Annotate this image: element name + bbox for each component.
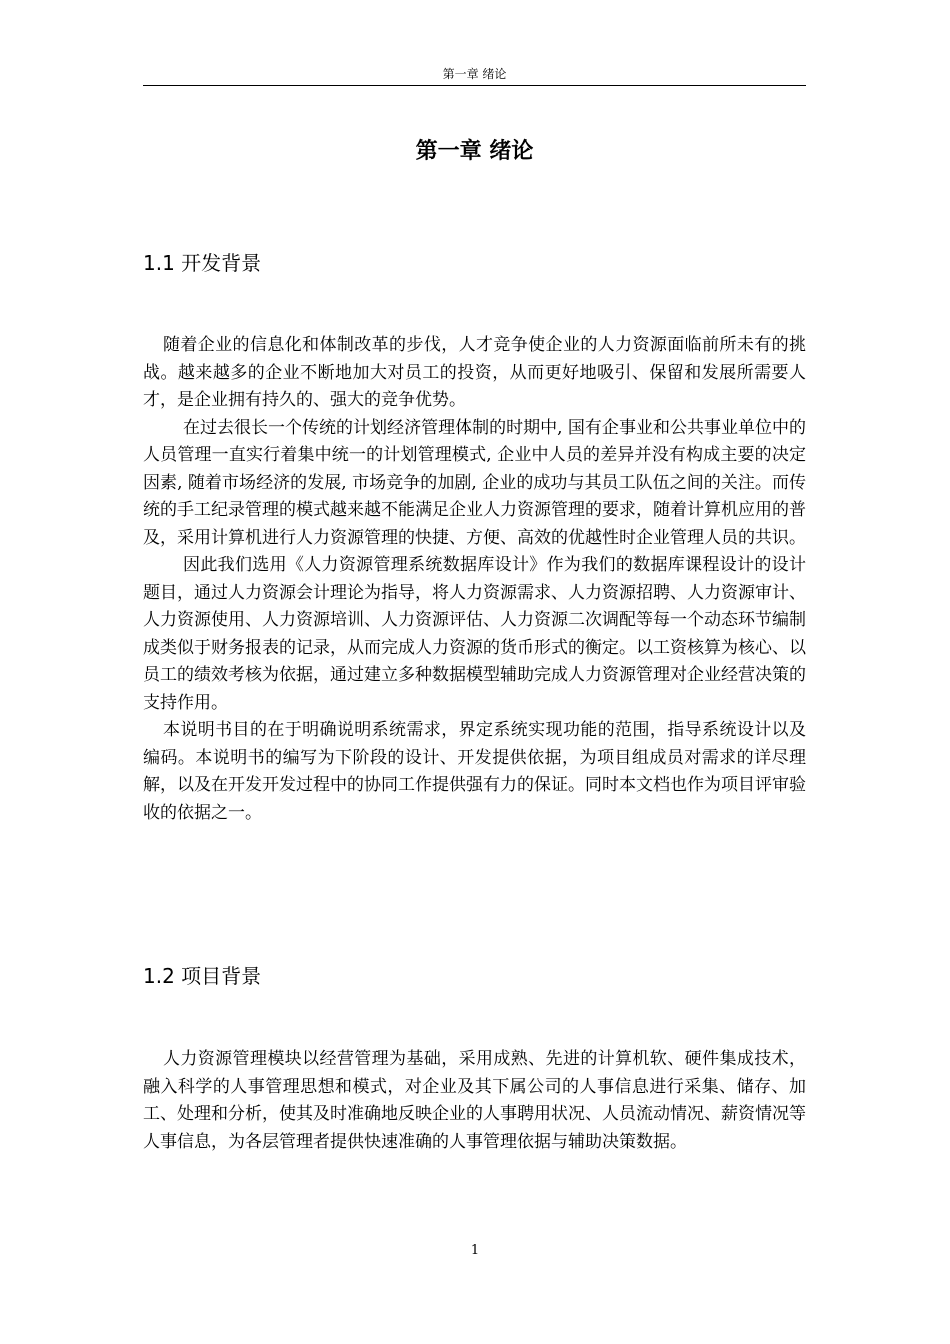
running-header: 第一章 绪论 [442,67,507,81]
paragraph: 因此我们选用《人力资源管理系统数据库设计》作为我们的数据库课程设计的设计题目，通过人力资源会计理论为指导，将人力资源需求、人力资源招聘、人力资源审计、人力资源使用、人力资源培训、人力资源评估、人力资源二次调配等每一个动态环节编制成类似于财务报表的记录，从而完成人力资源的货币形式的衡定。以工资核算为核心、以员工的绩效考核为依据，通过建立多种数据模型辅助完成人力资源管理对企业经营决策的支持作用。 [143,555,806,713]
page-number: 1 [470,1243,480,1258]
paragraph: 人力资源管理模块以经营管理为基础，采用成熟、先进的计算机软、硬件集成技术，融入科学的人事管理思想和模式，对企业及其下属公司的人事信息进行采集、储存、加工、处理和分析，使其及时准确地反映企业的人事聘用状况、人员流动情况、薪资情况等人事信息，为各层管理者提供快速准确的人事管理依据与辅助决策数据。 [143,1049,806,1152]
section-heading-1-2: 1.2 项目背景 [143,964,262,988]
paragraph: 本说明书目的在于明确说明系统需求，界定系统实现功能的范围，指导系统设计以及编码。本说明书的编写为下阶段的设计、开发提供依据，为项目组成员对需求的详尽理解，以及在开发开发过程中的协同工作提供强有力的保证。同时本文档也作为项目评审验收的依据之一。 [143,720,806,823]
section-heading-1-1: 1.1 开发背景 [143,251,262,275]
section-1-2-body [143,1046,806,1156]
header-rule [143,85,806,86]
paragraph: 随着企业的信息化和体制改革的步伐，人才竞争使企业的人力资源面临前所未有的挑战。越来越多的企业不断地加大对员工的投资，从而更好地吸引、保留和发展所需要人才，是企业拥有持久的、强大的竞争优势。 [143,335,806,410]
paragraph: 在过去很长一个传统的计划经济管理体制的时期中, 国有企事业和公共事业单位中的人员管理一直实行着集中统一的计划管理模式, 企业中人员的差异并没有构成主要的决定因素, 随着市场经济的发展, 市场竞争的加剧, 企业的成功与其员工队伍之间的关注。而传统的手工纪录管理的模式越来越不能满足企业人力资源管理的要求，随着计算机应用的普及，采用计算机进行人力资源管理的快捷、方便、高效的优越性时企业管理人员的共识。 [143,417,806,548]
chapter-title: 第一章 绪论 [415,139,534,164]
section-1-1-body [143,332,806,827]
